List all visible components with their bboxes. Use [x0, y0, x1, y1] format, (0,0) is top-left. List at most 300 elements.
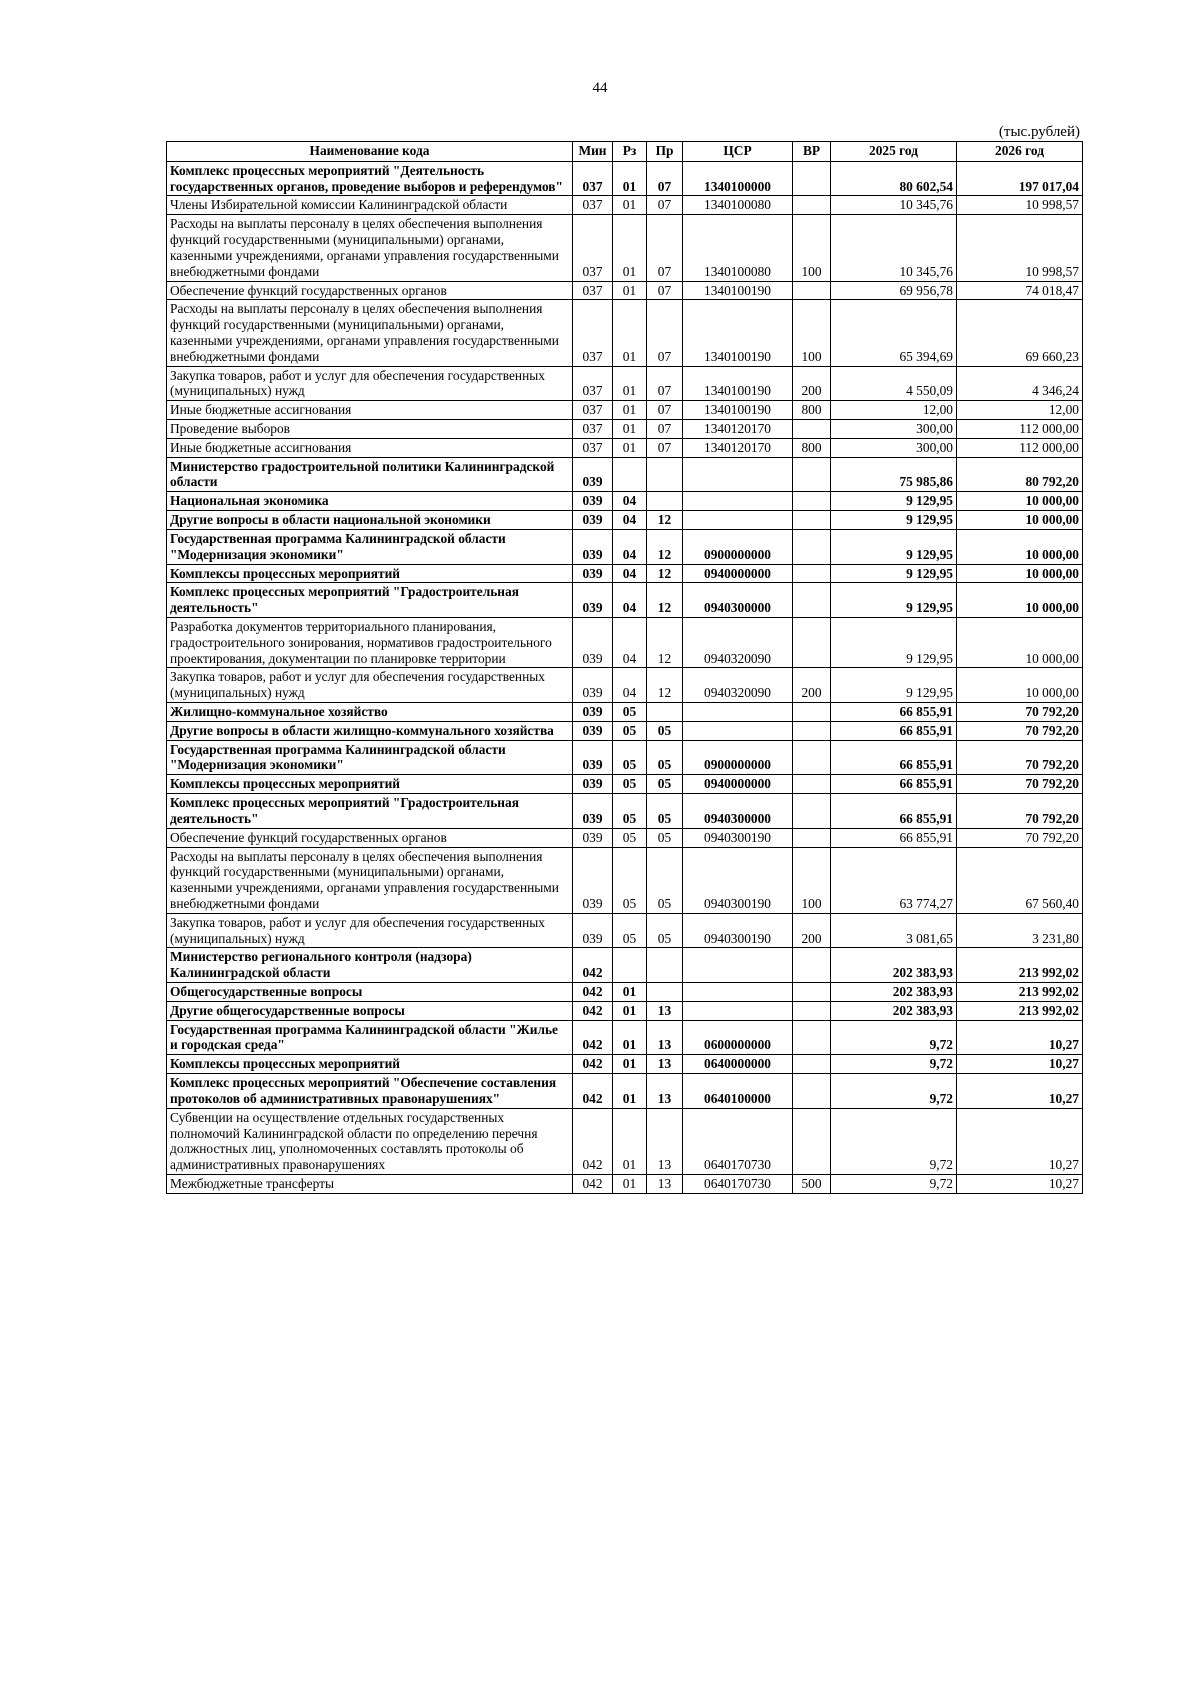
cell-min: 042: [573, 948, 613, 983]
cell-name: Комплекс процессных мероприятий "Деятельность государственных органов, проведение выборов и референдумов": [167, 161, 573, 196]
cell-csr: 1340100190: [683, 401, 793, 420]
cell-2026: 10 000,00: [957, 583, 1083, 618]
cell-pr: 12: [647, 564, 683, 583]
cell-min: 039: [573, 828, 613, 847]
header-pr: Пр: [647, 142, 683, 162]
table-row: [167, 983, 1083, 1002]
cell-2026: 213 992,02: [957, 1001, 1083, 1020]
cell-min: 042: [573, 1174, 613, 1193]
cell-pr: 12: [647, 668, 683, 703]
cell-min: 037: [573, 401, 613, 420]
cell-2025: 9 129,95: [831, 564, 957, 583]
cell-csr: [683, 1001, 793, 1020]
cell-2026: 3 231,80: [957, 913, 1083, 948]
cell-min: 039: [573, 668, 613, 703]
cell-min: 037: [573, 281, 613, 300]
cell-csr: 0640000000: [683, 1055, 793, 1074]
cell-min: 039: [573, 492, 613, 511]
cell-2026: 10 000,00: [957, 529, 1083, 564]
cell-2026: 70 792,20: [957, 740, 1083, 775]
cell-pr: 05: [647, 740, 683, 775]
cell-vr: 200: [793, 913, 831, 948]
cell-csr: 0940320090: [683, 617, 793, 667]
cell-2026: 10 000,00: [957, 564, 1083, 583]
cell-2026: 10 000,00: [957, 668, 1083, 703]
cell-vr: [793, 1108, 831, 1174]
table-row: [167, 583, 1083, 618]
cell-2026: 112 000,00: [957, 438, 1083, 457]
cell-2025: 4 550,09: [831, 366, 957, 401]
cell-csr: 0640170730: [683, 1174, 793, 1193]
cell-pr: [647, 703, 683, 722]
cell-csr: [683, 948, 793, 983]
cell-min: 037: [573, 420, 613, 439]
cell-2025: 75 985,86: [831, 457, 957, 492]
cell-csr: 1340100000: [683, 161, 793, 196]
cell-2026: 10,27: [957, 1055, 1083, 1074]
cell-vr: 800: [793, 401, 831, 420]
cell-2026: 10,27: [957, 1020, 1083, 1055]
table-row: [167, 215, 1083, 281]
cell-rz: 01: [613, 1020, 647, 1055]
cell-csr: [683, 721, 793, 740]
header-name: Наименование кода: [167, 142, 573, 162]
cell-csr: [683, 457, 793, 492]
cell-min: 039: [573, 913, 613, 948]
cell-pr: 07: [647, 401, 683, 420]
cell-2025: 9 129,95: [831, 583, 957, 618]
cell-csr: 0940300000: [683, 794, 793, 829]
cell-2025: 12,00: [831, 401, 957, 420]
table-row: [167, 775, 1083, 794]
table-row: [167, 281, 1083, 300]
cell-csr: 0940300190: [683, 847, 793, 913]
cell-csr: 0640170730: [683, 1108, 793, 1174]
cell-2026: 69 660,23: [957, 300, 1083, 366]
cell-min: 042: [573, 983, 613, 1002]
cell-min: 039: [573, 703, 613, 722]
cell-csr: 1340100080: [683, 215, 793, 281]
cell-vr: [793, 161, 831, 196]
table-row: [167, 703, 1083, 722]
cell-min: 042: [573, 1108, 613, 1174]
units-label: (тыс.рублей): [998, 124, 1080, 140]
cell-rz: 04: [613, 564, 647, 583]
cell-vr: [793, 564, 831, 583]
cell-rz: 01: [613, 438, 647, 457]
cell-rz: 01: [613, 983, 647, 1002]
cell-name: Комплексы процессных мероприятий: [167, 775, 573, 794]
cell-name: Комплекс процессных мероприятий "Градостроительная деятельность": [167, 794, 573, 829]
cell-2026: 74 018,47: [957, 281, 1083, 300]
table-row: [167, 847, 1083, 913]
cell-2025: 10 345,76: [831, 215, 957, 281]
cell-min: 042: [573, 1055, 613, 1074]
cell-name: Субвенции на осуществление отдельных государственных полномочий Калининградской области по определению перечня должностных лиц, уполномоченных составлять протоколы об административных правонарушениях: [167, 1108, 573, 1174]
cell-2026: 67 560,40: [957, 847, 1083, 913]
cell-name: Обеспечение функций государственных органов: [167, 828, 573, 847]
cell-rz: 01: [613, 401, 647, 420]
cell-name: Иные бюджетные ассигнования: [167, 438, 573, 457]
cell-pr: 07: [647, 215, 683, 281]
cell-csr: 0940300190: [683, 913, 793, 948]
cell-pr: 13: [647, 1174, 683, 1193]
cell-rz: 01: [613, 215, 647, 281]
cell-pr: 05: [647, 913, 683, 948]
table-row: [167, 564, 1083, 583]
table-row: [167, 1020, 1083, 1055]
cell-pr: 13: [647, 1055, 683, 1074]
table-row: [167, 1001, 1083, 1020]
cell-2025: 69 956,78: [831, 281, 957, 300]
table-row: [167, 492, 1083, 511]
table-row: [167, 1055, 1083, 1074]
cell-2026: 70 792,20: [957, 721, 1083, 740]
cell-pr: 05: [647, 847, 683, 913]
cell-2026: 213 992,02: [957, 948, 1083, 983]
cell-csr: 1340100190: [683, 366, 793, 401]
cell-pr: 13: [647, 1108, 683, 1174]
cell-2026: 10,27: [957, 1174, 1083, 1193]
cell-pr: 13: [647, 1001, 683, 1020]
cell-name: Министерство регионального контроля (надзора) Калининградской области: [167, 948, 573, 983]
cell-rz: 04: [613, 492, 647, 511]
cell-2025: 300,00: [831, 420, 957, 439]
cell-vr: 100: [793, 300, 831, 366]
cell-vr: [793, 529, 831, 564]
cell-2025: 202 383,93: [831, 948, 957, 983]
cell-2026: 80 792,20: [957, 457, 1083, 492]
cell-min: 042: [573, 1020, 613, 1055]
cell-2025: 80 602,54: [831, 161, 957, 196]
cell-vr: [793, 948, 831, 983]
cell-rz: 05: [613, 913, 647, 948]
cell-2026: 112 000,00: [957, 420, 1083, 439]
cell-pr: [647, 948, 683, 983]
cell-2026: 10,27: [957, 1108, 1083, 1174]
cell-2025: 66 855,91: [831, 721, 957, 740]
table-header-row: [167, 142, 1083, 162]
cell-csr: 1340100190: [683, 300, 793, 366]
cell-pr: 05: [647, 721, 683, 740]
table-row: [167, 438, 1083, 457]
cell-csr: 1340120170: [683, 420, 793, 439]
cell-2025: 9,72: [831, 1020, 957, 1055]
header-csr: ЦСР: [683, 142, 793, 162]
table-row: [167, 828, 1083, 847]
cell-vr: [793, 617, 831, 667]
cell-name: Государственная программа Калининградской области "Жилье и городская среда": [167, 1020, 573, 1055]
cell-2026: 4 346,24: [957, 366, 1083, 401]
cell-name: Члены Избирательной комиссии Калининградской области: [167, 196, 573, 215]
cell-pr: 07: [647, 366, 683, 401]
cell-vr: [793, 1020, 831, 1055]
cell-name: Государственная программа Калининградской области "Модернизация экономики": [167, 529, 573, 564]
cell-rz: [613, 457, 647, 492]
cell-pr: 12: [647, 511, 683, 530]
cell-vr: [793, 1074, 831, 1109]
table-row: [167, 948, 1083, 983]
cell-name: Жилищно-коммунальное хозяйство: [167, 703, 573, 722]
cell-rz: 01: [613, 1108, 647, 1174]
cell-csr: 0940300000: [683, 583, 793, 618]
cell-2025: 66 855,91: [831, 740, 957, 775]
cell-2026: 70 792,20: [957, 703, 1083, 722]
cell-pr: 07: [647, 161, 683, 196]
cell-rz: 05: [613, 703, 647, 722]
header-2025: 2025 год: [831, 142, 957, 162]
cell-2025: 9,72: [831, 1174, 957, 1193]
cell-csr: 0940000000: [683, 564, 793, 583]
cell-rz: 05: [613, 828, 647, 847]
cell-csr: 0900000000: [683, 740, 793, 775]
cell-2025: 66 855,91: [831, 794, 957, 829]
cell-rz: 05: [613, 740, 647, 775]
cell-rz: 05: [613, 721, 647, 740]
cell-pr: 07: [647, 300, 683, 366]
cell-csr: [683, 511, 793, 530]
cell-2025: 66 855,91: [831, 703, 957, 722]
cell-2026: 70 792,20: [957, 828, 1083, 847]
cell-rz: 01: [613, 1074, 647, 1109]
cell-csr: 0940000000: [683, 775, 793, 794]
cell-pr: 12: [647, 617, 683, 667]
cell-name: Другие вопросы в области жилищно-коммунального хозяйства: [167, 721, 573, 740]
cell-min: 042: [573, 1074, 613, 1109]
cell-rz: 04: [613, 511, 647, 530]
cell-vr: [793, 420, 831, 439]
cell-min: 039: [573, 583, 613, 618]
cell-2025: 202 383,93: [831, 1001, 957, 1020]
cell-pr: 12: [647, 583, 683, 618]
cell-min: 037: [573, 366, 613, 401]
cell-name: Иные бюджетные ассигнования: [167, 401, 573, 420]
cell-vr: [793, 457, 831, 492]
table-row: [167, 1174, 1083, 1193]
cell-vr: [793, 583, 831, 618]
cell-2026: 70 792,20: [957, 775, 1083, 794]
cell-min: 039: [573, 511, 613, 530]
cell-csr: 1340100190: [683, 281, 793, 300]
cell-name: Комплексы процессных мероприятий: [167, 564, 573, 583]
cell-rz: 01: [613, 420, 647, 439]
cell-min: 037: [573, 438, 613, 457]
cell-name: Комплексы процессных мероприятий: [167, 1055, 573, 1074]
table-row: [167, 668, 1083, 703]
cell-vr: [793, 1055, 831, 1074]
table-row: [167, 511, 1083, 530]
table-row: [167, 300, 1083, 366]
cell-name: Комплекс процессных мероприятий "Обеспечение составления протоколов об административных правонарушениях": [167, 1074, 573, 1109]
cell-vr: 800: [793, 438, 831, 457]
cell-pr: 12: [647, 529, 683, 564]
cell-vr: [793, 1001, 831, 1020]
header-vr: ВР: [793, 142, 831, 162]
table-row: [167, 740, 1083, 775]
cell-2025: 9,72: [831, 1074, 957, 1109]
cell-2026: 10 000,00: [957, 511, 1083, 530]
cell-min: 039: [573, 740, 613, 775]
cell-name: Обеспечение функций государственных органов: [167, 281, 573, 300]
cell-pr: 07: [647, 196, 683, 215]
cell-2025: 9 129,95: [831, 529, 957, 564]
cell-csr: 0640100000: [683, 1074, 793, 1109]
cell-rz: 01: [613, 300, 647, 366]
cell-vr: [793, 196, 831, 215]
cell-name: Национальная экономика: [167, 492, 573, 511]
cell-rz: 01: [613, 196, 647, 215]
cell-vr: [793, 721, 831, 740]
table-row: [167, 401, 1083, 420]
cell-2025: 9 129,95: [831, 668, 957, 703]
cell-csr: 0900000000: [683, 529, 793, 564]
cell-pr: 13: [647, 1074, 683, 1109]
cell-min: 039: [573, 529, 613, 564]
cell-2025: 202 383,93: [831, 983, 957, 1002]
cell-vr: [793, 983, 831, 1002]
cell-rz: [613, 948, 647, 983]
cell-vr: [793, 492, 831, 511]
cell-2026: 10 000,00: [957, 492, 1083, 511]
cell-rz: 04: [613, 529, 647, 564]
cell-2026: 10,27: [957, 1074, 1083, 1109]
cell-min: 039: [573, 847, 613, 913]
cell-vr: 100: [793, 215, 831, 281]
cell-vr: 500: [793, 1174, 831, 1193]
cell-2025: 300,00: [831, 438, 957, 457]
cell-vr: [793, 794, 831, 829]
cell-pr: [647, 983, 683, 1002]
cell-name: Комплекс процессных мероприятий "Градостроительная деятельность": [167, 583, 573, 618]
cell-name: Расходы на выплаты персоналу в целях обеспечения выполнения функций государственными (муниципальными) органами, казенными учреждениями, органами управления государственными внебюджетными фондами: [167, 300, 573, 366]
cell-vr: [793, 828, 831, 847]
cell-name: Министерство градостроительной политики Калининградской области: [167, 457, 573, 492]
cell-csr: 0940300190: [683, 828, 793, 847]
cell-2025: 9 129,95: [831, 617, 957, 667]
cell-name: Закупка товаров, работ и услуг для обеспечения государственных (муниципальных) нужд: [167, 913, 573, 948]
cell-name: Закупка товаров, работ и услуг для обеспечения государственных (муниципальных) нужд: [167, 366, 573, 401]
cell-min: 039: [573, 775, 613, 794]
cell-vr: [793, 511, 831, 530]
table-row: [167, 196, 1083, 215]
cell-rz: 05: [613, 775, 647, 794]
cell-csr: [683, 703, 793, 722]
table-row: [167, 529, 1083, 564]
cell-min: 039: [573, 617, 613, 667]
cell-vr: [793, 281, 831, 300]
cell-rz: 05: [613, 794, 647, 829]
cell-2026: 10 000,00: [957, 617, 1083, 667]
table-row: [167, 161, 1083, 196]
cell-pr: 05: [647, 775, 683, 794]
header-2026: 2026 год: [957, 142, 1083, 162]
cell-2026: 197 017,04: [957, 161, 1083, 196]
cell-csr: 1340100080: [683, 196, 793, 215]
cell-min: 039: [573, 564, 613, 583]
header-min: Мин: [573, 142, 613, 162]
cell-rz: 04: [613, 617, 647, 667]
table-row: [167, 617, 1083, 667]
cell-name: Государственная программа Калининградской области "Модернизация экономики": [167, 740, 573, 775]
cell-name: Расходы на выплаты персоналу в целях обеспечения выполнения функций государственными (муниципальными) органами, казенными учреждениями, органами управления государственными внебюджетными фондами: [167, 215, 573, 281]
cell-2025: 65 394,69: [831, 300, 957, 366]
budget-table: [166, 141, 1083, 1194]
cell-rz: 01: [613, 1001, 647, 1020]
cell-rz: 01: [613, 161, 647, 196]
cell-2025: 9,72: [831, 1055, 957, 1074]
cell-vr: [793, 775, 831, 794]
cell-2026: 70 792,20: [957, 794, 1083, 829]
cell-min: 037: [573, 196, 613, 215]
cell-vr: 200: [793, 668, 831, 703]
cell-2025: 10 345,76: [831, 196, 957, 215]
table-body: [167, 161, 1083, 1193]
cell-2026: 10 998,57: [957, 196, 1083, 215]
cell-name: Межбюджетные трансферты: [167, 1174, 573, 1193]
cell-2026: 213 992,02: [957, 983, 1083, 1002]
cell-pr: 05: [647, 828, 683, 847]
cell-csr: 0600000000: [683, 1020, 793, 1055]
cell-2025: 66 855,91: [831, 775, 957, 794]
cell-2025: 9 129,95: [831, 492, 957, 511]
table-row: [167, 1108, 1083, 1174]
cell-name: Проведение выборов: [167, 420, 573, 439]
cell-2026: 12,00: [957, 401, 1083, 420]
cell-name: Расходы на выплаты персоналу в целях обеспечения выполнения функций государственными (муниципальными) органами, казенными учреждениями, органами управления государственными внебюджетными фондами: [167, 847, 573, 913]
table-row: [167, 913, 1083, 948]
cell-2025: 63 774,27: [831, 847, 957, 913]
cell-pr: 05: [647, 794, 683, 829]
cell-min: 039: [573, 721, 613, 740]
cell-name: Другие вопросы в области национальной экономики: [167, 511, 573, 530]
cell-csr: 0940320090: [683, 668, 793, 703]
cell-min: 037: [573, 161, 613, 196]
cell-rz: 01: [613, 1055, 647, 1074]
cell-2025: 9,72: [831, 1108, 957, 1174]
cell-2026: 10 998,57: [957, 215, 1083, 281]
cell-2025: 66 855,91: [831, 828, 957, 847]
cell-rz: 01: [613, 1174, 647, 1193]
table-row: [167, 1074, 1083, 1109]
cell-csr: [683, 492, 793, 511]
cell-name: Разработка документов территориального планирования, градостроительного зонирования, нормативов градостроительного проектирования, документации по планировке территории: [167, 617, 573, 667]
cell-csr: [683, 983, 793, 1002]
cell-rz: 01: [613, 366, 647, 401]
cell-rz: 01: [613, 281, 647, 300]
table-row: [167, 457, 1083, 492]
cell-vr: [793, 703, 831, 722]
cell-2025: 9 129,95: [831, 511, 957, 530]
cell-name: Закупка товаров, работ и услуг для обеспечения государственных (муниципальных) нужд: [167, 668, 573, 703]
table-row: [167, 420, 1083, 439]
cell-min: 039: [573, 794, 613, 829]
header-rz: Рз: [613, 142, 647, 162]
cell-rz: 04: [613, 583, 647, 618]
cell-pr: [647, 457, 683, 492]
table-row: [167, 721, 1083, 740]
cell-2025: 3 081,65: [831, 913, 957, 948]
cell-pr: 07: [647, 438, 683, 457]
cell-name: Другие общегосударственные вопросы: [167, 1001, 573, 1020]
cell-min: 039: [573, 457, 613, 492]
cell-pr: 07: [647, 420, 683, 439]
cell-rz: 05: [613, 847, 647, 913]
cell-rz: 04: [613, 668, 647, 703]
cell-vr: 100: [793, 847, 831, 913]
cell-min: 037: [573, 215, 613, 281]
cell-vr: [793, 740, 831, 775]
cell-csr: 1340120170: [683, 438, 793, 457]
